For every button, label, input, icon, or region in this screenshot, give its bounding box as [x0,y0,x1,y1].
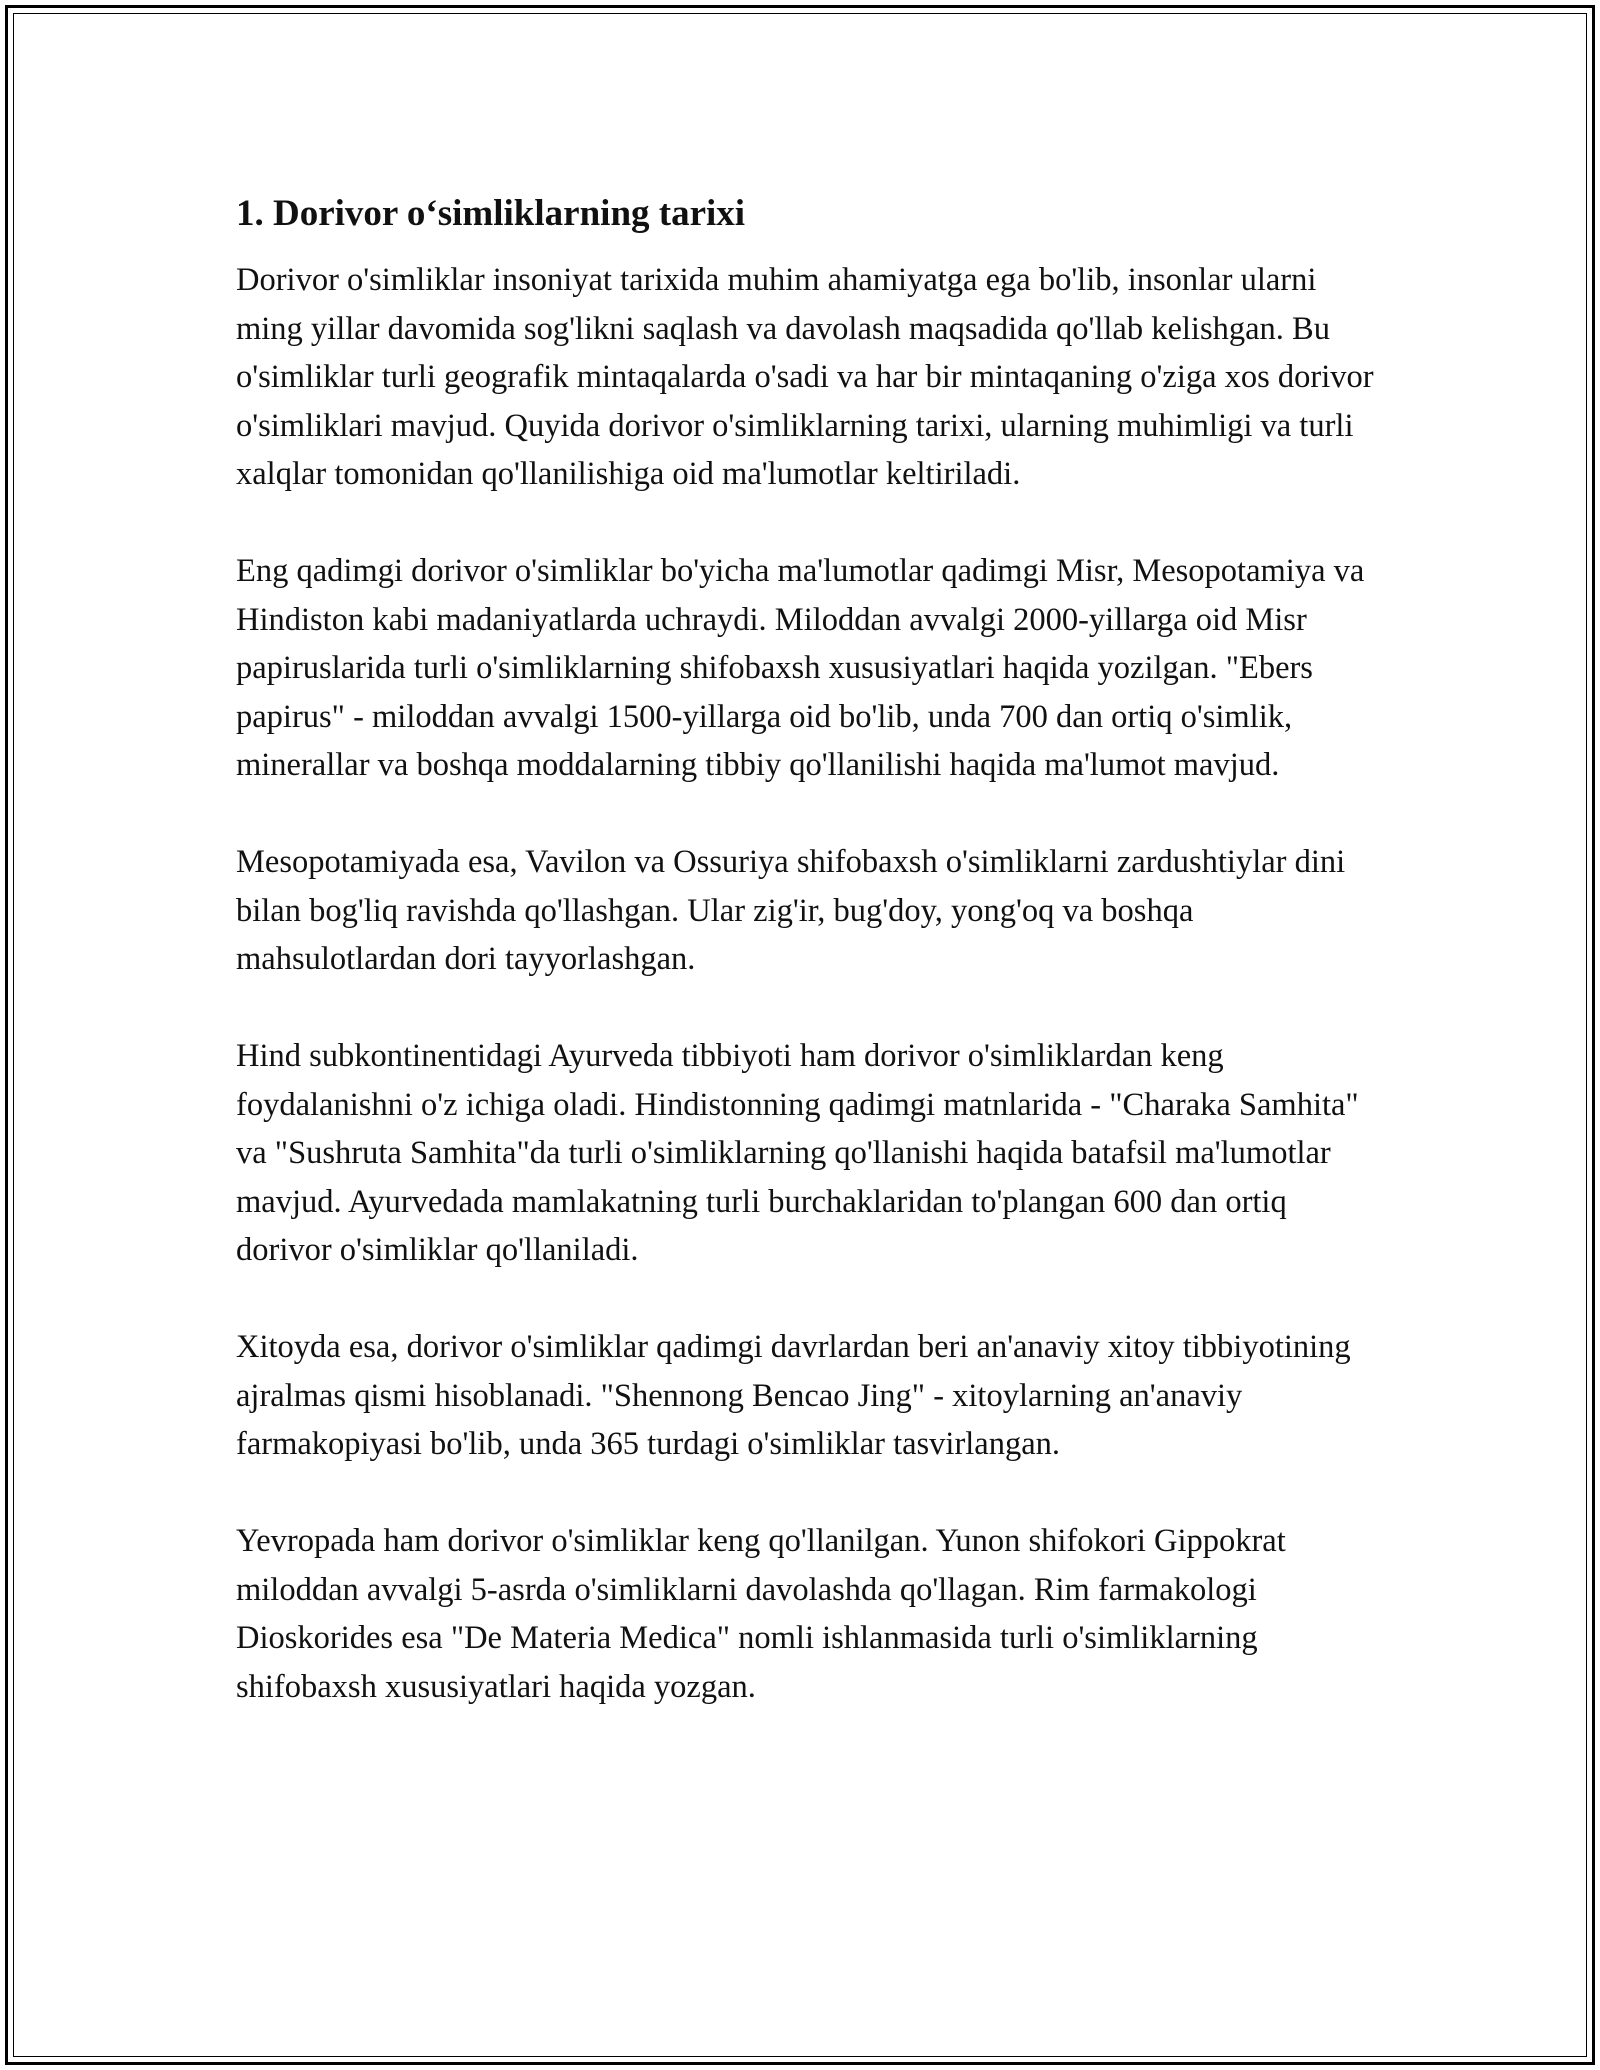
section-title: 1. Dorivor o‘simliklarning tarixi [236,193,746,234]
paragraph-europe: Yevropada ham dorivor o'simliklar keng qo'llanilgan. Yunon shifokori Gippokrat miloddan avvalgi 5-asrda o'simliklarni davolashda qo'llagan. Rim farmakologi Dioskorides esa "De Materia Medica" nomli ishlanmasida turli o'simliklarning shifobaxsh xususiyatlari haqida yozgan. [236,1523,1286,1705]
document-body [236,188,1376,1760]
paragraph-intro: Dorivor o'simliklar insoniyat tarixida muhim ahamiyatga ega bo'lib, insonlar ularni ming yillar davomida sog'likni saqlash va davolash maqsadida qo'llab kelishgan. Bu o'simliklar turli geografik mintaqalarda o'sadi va har bir mintaqaning o'ziga xos dorivor o'simliklari mavjud. Quyida dorivor o'simliklarning tarixi, ularning muhimligi va turli xalqlar tomonidan qo'llanilishiga oid ma'lumotlar keltiriladi. [236,262,1374,492]
paragraph-ayurveda: Hind subkontinentidagi Ayurveda tibbiyoti ham dorivor o'simliklardan keng foydalanishni o'z ichiga oladi. Hindistonning qadimgi matnlarida - "Charaka Samhita" va "Sushruta Samhita"da turli o'simliklarning qo'llanishi haqida batafsil ma'lumotlar mavjud. Ayurvedada mamlakatning turli burchaklaridan to'plangan 600 dan ortiq dorivor o'simliklar qo'llaniladi. [236,1038,1359,1268]
paragraph-china: Xitoyda esa, dorivor o'simliklar qadimgi davrlardan beri an'anaviy xitoy tibbiyotining ajralmas qismi hisoblanadi. "Shennong Bencao Jing" - xitoylarning an'anaviy farmakopiyasi bo'lib, unda 365 turdagi o'simliklar tasvirlangan. [236,1329,1351,1462]
paragraph-ancient-egypt: Eng qadimgi dorivor o'simliklar bo'yicha ma'lumotlar qadimgi Misr, Mesopotamiya va Hindiston kabi madaniyatlarda uchraydi. Miloddan avvalgi 2000-yillarga oid Misr papiruslarida turli o'simliklarning shifobaxsh xususiyatlari haqida yozilgan. "Ebers papirus" - miloddan avvalgi 1500-yillarga oid bo'lib, unda 700 dan ortiq o'simlik, minerallar va boshqa moddalarning tibbiy qo'llanilishi haqida ma'lumot mavjud. [236,553,1365,783]
paragraph-mesopotamia: Mesopotamiyada esa, Vavilon va Ossuriya shifobaxsh o'simliklarni zardushtiylar dini bilan bog'liq ravishda qo'llashgan. Ular zig'ir, bug'doy, yong'oq va boshqa mahsulotlardan dori tayyorlashgan. [236,844,1346,977]
